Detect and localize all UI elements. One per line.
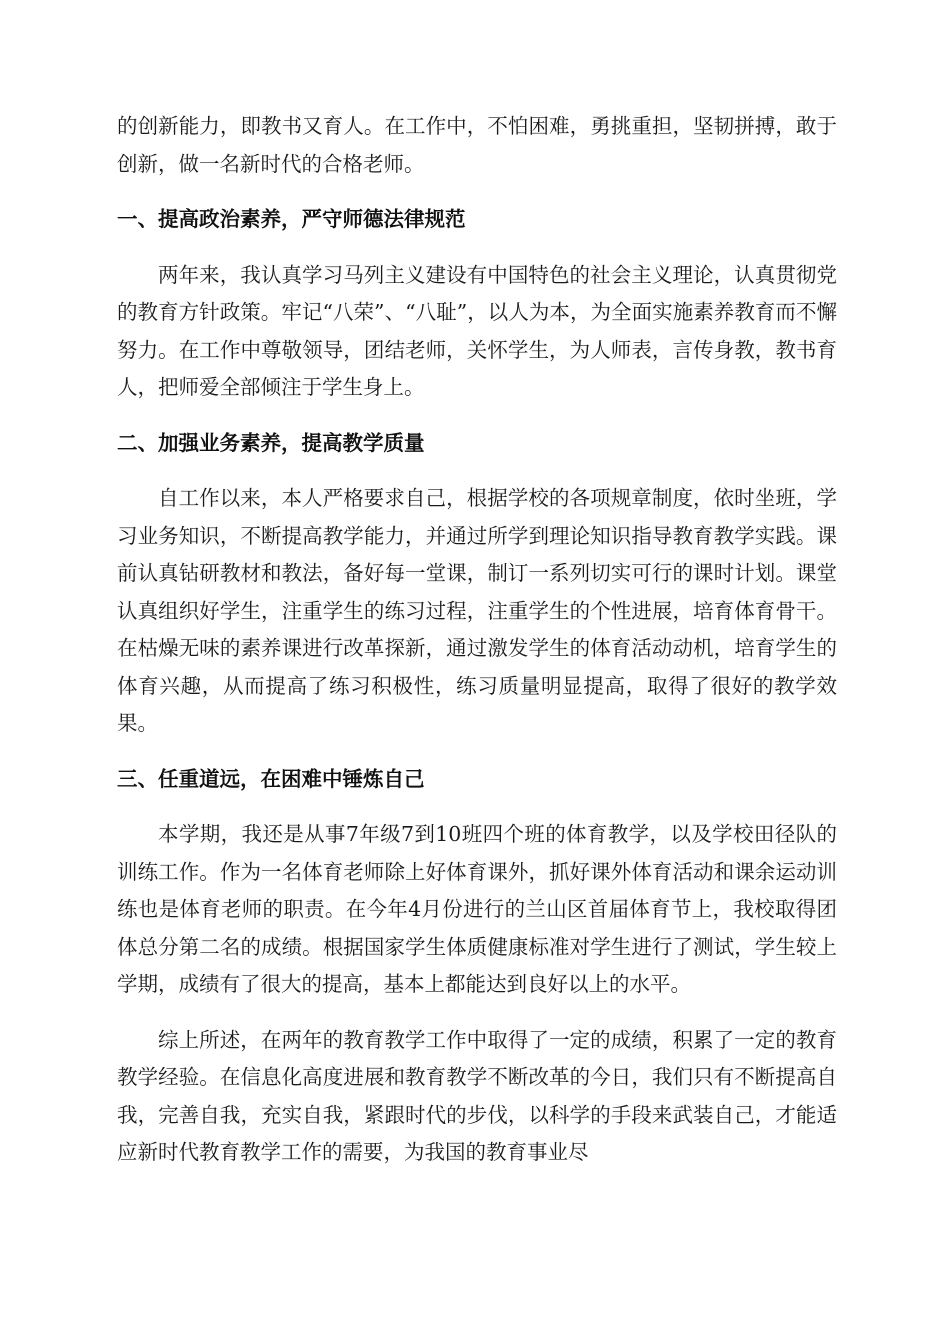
intro-paragraph: 的创新能力，即教书又育人。在工作中，不怕困难，勇挑重担，坚韧拼搏，敢于创新，做一名新时代的合格老师。 <box>117 114 837 176</box>
section-paragraph-2: 自工作以来，本人严格要求自己，根据学校的各项规章制度，依时坐班，学习业务知识，不断提高教学能力，并通过所学到理论知识指导教育教学实践。课前认真钻研教材和教法，备好每一堂课，制订一系列切实可行的课时计划。课堂认真组织好学生，注重学生的练习过程，注重学生的个性进展，培育体育骨干。在枯燥无味的素养课进行改革探新，通过激发学生的体育活动动机，培育学生的体育兴趣，从而提高了练习积极性，练习质量明显提高，取得了很好的教学效果。 <box>117 486 837 735</box>
summary-paragraph: 综上所述，在两年的教育教学工作中取得了一定的成绩，积累了一定的教育教学经验。在信息化高度进展和教育教学不断改革的今日，我们只有不断提高自我，完善自我，充实自我，紧跟时代的步伐，以科学的手段来武装自己，才能适应新时代教育教学工作的需要，为我国的教育事业尽 <box>117 1027 837 1164</box>
section-heading-1: 一、提高政治素养，严守师德法律规范 <box>117 207 466 231</box>
section-heading-2: 二、加强业务素养，提高教学质量 <box>117 430 425 455</box>
section-heading-3: 三、任重道远，在困难中锤炼自己 <box>117 766 425 791</box>
section-paragraph-1: 两年来，我认真学习马列主义建设有中国特色的社会主义理论，认真贯彻党的教育方针政策。牢记“八荣”、“八耻”，以人为本，为全面实施素养教育而不懈努力。在工作中尊敬领导，团结老师，关怀学生，为人师表，言传身教，教书育人，把师爱全部倾注于学生身上。 <box>117 262 837 399</box>
document-body <box>117 108 837 1190</box>
section-paragraph-3: 本学期，我还是从事7年级7到10班四个班的体育教学，以及学校田径队的训练工作。作为一名体育老师除上好体育课外，抓好课外体育活动和课余运动训练也是体育老师的职责。在今年4月份进行的兰山区首届体育节上，我校取得团体总分第二名的成绩。根据国家学生体质健康标准对学生进行了测试，学生较上学期，成绩有了很大的提高，基本上都能达到良好以上的水平。 <box>117 822 837 996</box>
